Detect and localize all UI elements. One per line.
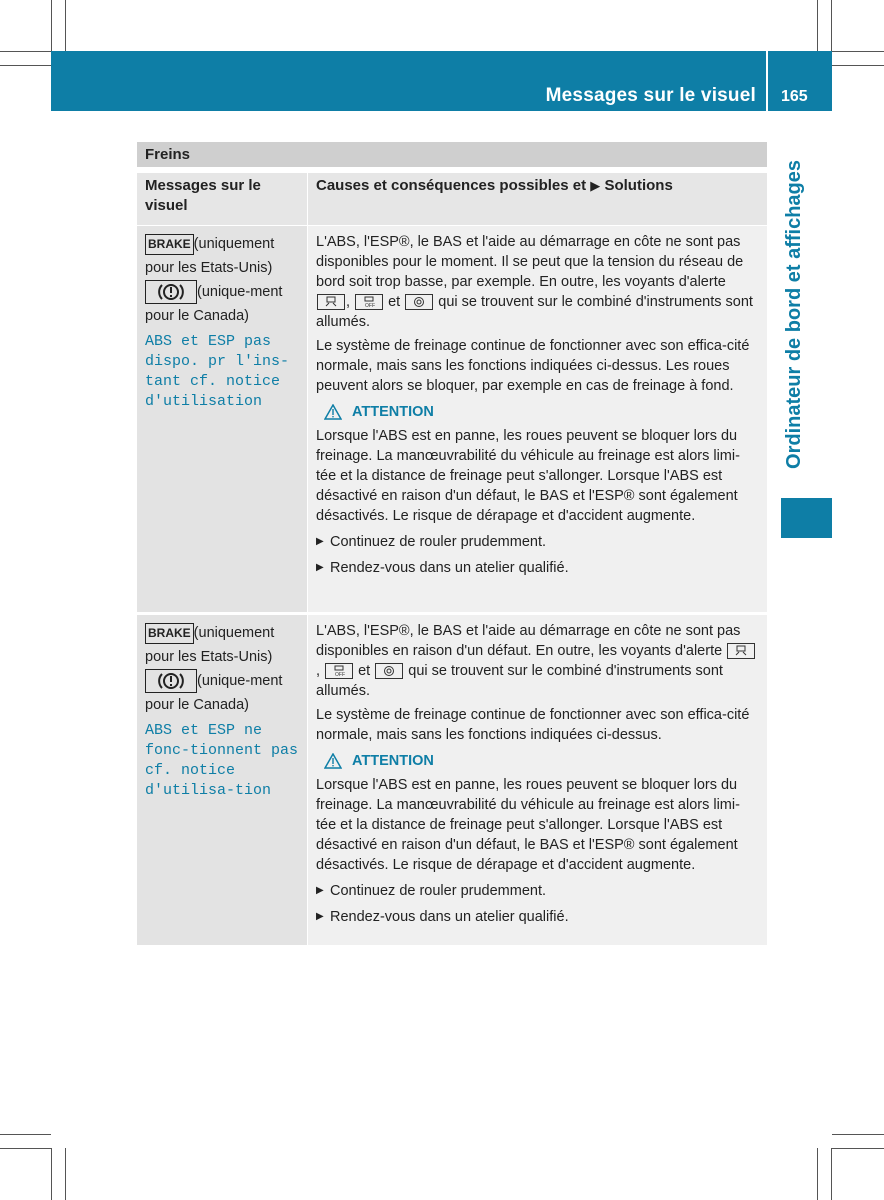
abs-warning-icon [727, 643, 755, 659]
crop-mark [832, 51, 884, 52]
svg-text:OFF: OFF [365, 303, 376, 309]
crop-mark [65, 1148, 66, 1200]
crop-mark [831, 0, 832, 51]
crop-mark [817, 1148, 818, 1200]
table-row [137, 226, 767, 612]
warning-paragraph: Lorsque l'ABS est en panne, les roues peuvent se bloquer lors du freinage. La manœuvrabilité du véhicule au freinage est alors limi-tée et la distance de freinage peut s'allonger. Lorsque l'ABS est désactivé en raison d'un défaut, le BAS et l'ESP® sont également désactivés. Le risque de dérapage et d'accident augmente. [316, 428, 740, 524]
display-message: ABS et ESP pas dispo. pr l'ins-tant cf. notice d'utilisation [145, 333, 290, 411]
bullet-arrow-icon: ▶ [316, 562, 324, 573]
and-text: et [358, 663, 371, 679]
brake-warning-icon: BRAKE [145, 234, 194, 255]
brake-circle-warning-icon [145, 669, 197, 693]
solution-text: Continuez de rouler prudemment. [330, 883, 547, 899]
message-region-canada: (unique-ment pour le Canada) [145, 673, 283, 714]
solution-text: Rendez-vous dans un atelier qualifié. [330, 560, 569, 576]
cause-paragraph: L'ABS, l'ESP®, le BAS et l'aide au démarrage en côte ne sont pas disponibles pour le moment. Il se peut que la tension du réseau de bord soit trop basse, par exemple. En outre, les voyants d'alerte [316, 234, 744, 290]
brake-circle-warning-icon [145, 280, 197, 304]
side-tab [771, 160, 817, 490]
crop-mark [0, 51, 51, 52]
list-item [316, 532, 759, 552]
attention-label: ATTENTION [352, 753, 434, 769]
side-tab-marker [781, 498, 832, 538]
attention-heading [324, 753, 759, 769]
table-header-row [137, 173, 767, 225]
warning-triangle-icon [324, 404, 342, 420]
table-row [137, 615, 767, 945]
col-header-solutions-text: Solutions [604, 177, 673, 194]
attention-heading [324, 404, 759, 420]
brake-warning-icon: BRAKE [145, 623, 194, 644]
esp-off-icon [355, 294, 383, 310]
crop-mark [0, 65, 51, 66]
warning-triangle-icon [324, 753, 342, 769]
message-region-canada: (unique-ment pour le Canada) [145, 284, 283, 325]
crop-mark [0, 1134, 51, 1135]
crop-mark [65, 0, 66, 51]
arrow-right-icon: ▶ [590, 178, 601, 193]
list-item [316, 881, 759, 901]
side-tab-title: Ordinateur de bord et affichages [783, 160, 805, 469]
bullet-arrow-icon: ▶ [316, 911, 324, 922]
col-header-causes-text: Causes et conséquences possibles et [316, 177, 587, 194]
table-section-title: Freins [137, 142, 767, 167]
warning-paragraph: Lorsque l'ABS est en panne, les roues peuvent se bloquer lors du freinage. La manœuvrabilité du véhicule au freinage est alors limi-tée et la distance de freinage peut s'allonger. Lorsque l'ABS est désactivé en raison d'un défaut, le BAS et l'ESP® sont également désactivés. Le risque de dérapage et d'accident augmente. [316, 777, 740, 873]
message-cell [137, 615, 307, 945]
esp-off-icon [325, 663, 353, 679]
brake-assist-icon [405, 294, 433, 310]
brakes-table [137, 142, 767, 945]
header-separator [766, 51, 768, 111]
crop-mark [832, 1134, 884, 1135]
page-number: 165 [781, 88, 808, 105]
abs-warning-icon [317, 294, 345, 310]
crop-mark [51, 0, 52, 51]
list-item [316, 907, 759, 927]
message-region-usa: (uniquement pour les Etats-Unis) [145, 625, 275, 665]
message-cell [137, 226, 307, 612]
row-divider [137, 612, 767, 614]
attention-label: ATTENTION [352, 404, 434, 420]
crop-mark [51, 1148, 52, 1200]
crop-mark [832, 1148, 884, 1149]
header-title: Messages sur le visuel [545, 85, 756, 106]
consequence-paragraph: Le système de freinage continue de fonctionner avec son effica-cité normale, mais sans les fonctions indiquées ci-dessus. [316, 707, 750, 743]
crop-mark [832, 65, 884, 66]
solution-text: Rendez-vous dans un atelier qualifié. [330, 909, 569, 925]
cause-paragraph-end: qui se trouvent sur le combiné d'instruments sont allumés. [316, 663, 723, 699]
bullet-arrow-icon: ▶ [316, 536, 324, 547]
cause-cell: L'ABS, l'ESP®, le BAS et l'aide au démarrage en côte ne sont pas disponibles en raison d'un défaut. En outre, les voyants d'alerte , OFF et qui se trouvent sur le combiné d'instruments sont allumés. Le système de freinage continue de fonctionner avec son effica-cité normale, mais sans les fonctions indiquées ci-dessus. ATTENTION Lorsque l'ABS est en panne, les roues peuvent se bloquer lors du freinage. La manœuvrabilité du véhicule au freinage est alors limi-tée et la distance de freinage peut s'allonger. Lorsque l'ABS est désactivé en raison d'un défaut, le BAS et l'ESP® sont également désactivés. Le risque de dérapage et d'accident augmente. ▶ Continuez de rouler prudemment. ▶ Rendez-vous dans un atelier qualifié. [308, 615, 767, 945]
svg-text:OFF: OFF [335, 672, 346, 678]
consequence-paragraph: Le système de freinage continue de fonctionner avec son effica-cité normale, mais sans les fonctions indiquées ci-dessus. Les roues peuvent alors se bloquer, par exemple en cas de freinage à fond. [316, 338, 750, 394]
col-header-messages: Messages sur le visuel [137, 173, 307, 225]
col-header-causes [308, 173, 767, 225]
display-message: ABS et ESP ne fonc-tionnent pas cf. notice d'utilisa-tion [145, 722, 299, 800]
message-region-usa: (uniquement pour les Etats-Unis) [145, 236, 275, 276]
list-item [316, 558, 759, 578]
cause-cell: L'ABS, l'ESP®, le BAS et l'aide au démarrage en côte ne sont pas disponibles pour le moment. Il se peut que la tension du réseau de bord soit trop basse, par exemple. En outre, les voyants d'alerte , OFF et qui se trouvent sur le combiné d'instruments sont allumés. Le système de freinage continue de fonctionner avec son effica-cité normale, mais sans les fonctions indiquées ci-dessus. Les roues peuvent alors se bloquer, par exemple en cas de freinage à fond. ATTENTION Lorsque l'ABS est en panne, les roues peuvent se bloquer lors du freinage. La manœuvrabilité du véhicule au freinage est alors limi-tée et la distance de freinage peut s'allonger. Lorsque l'ABS est désactivé en raison d'un défaut, le BAS et l'ESP® sont également désactivés. Le risque de dérapage et d'accident augmente. ▶ Continuez de rouler prudemment. ▶ Rendez-vous dans un atelier qualifié. [308, 226, 767, 612]
and-text: et [388, 294, 401, 310]
bullet-arrow-icon: ▶ [316, 885, 324, 896]
brake-assist-icon [375, 663, 403, 679]
solution-text: Continuez de rouler prudemment. [330, 534, 547, 550]
crop-mark [831, 1148, 832, 1200]
crop-mark [817, 0, 818, 51]
cause-paragraph-end: qui se trouvent sur le combiné d'instruments sont allumés. [316, 294, 753, 330]
crop-mark [0, 1148, 51, 1149]
cause-paragraph: L'ABS, l'ESP®, le BAS et l'aide au démarrage en côte ne sont pas disponibles en raison d'un défaut. En outre, les voyants d'alerte [316, 623, 741, 659]
